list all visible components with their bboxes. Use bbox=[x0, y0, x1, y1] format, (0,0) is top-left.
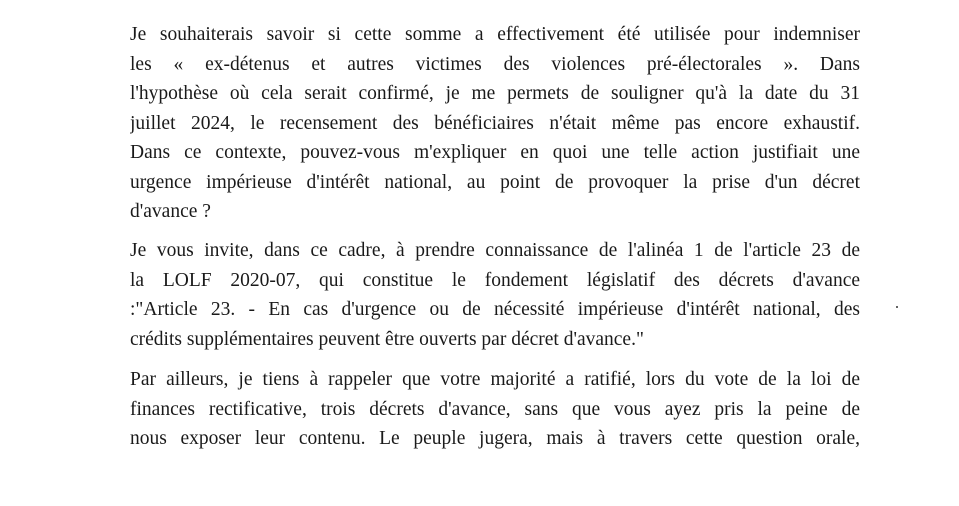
text-line: d'avance ? bbox=[130, 201, 211, 222]
text-line: Par ailleurs, je tiens à rappeler que votre majorité a ratifié, lors du vote de la loi de bbox=[130, 369, 860, 390]
paragraph-decrets-avance bbox=[130, 365, 860, 454]
paragraph-question-indemnisation bbox=[130, 20, 860, 227]
text-line: nous exposer leur contenu. Le peuple jugera, mais à travers cette question orale, bbox=[130, 428, 860, 449]
text-line: la LOLF 2020-07, qui constitue le fondement législatif des décrets d'avance bbox=[130, 269, 860, 291]
text-line: urgence impérieuse d'intérêt national, au point de provoquer la prise d'un décret bbox=[130, 171, 860, 193]
text-line: l'hypothèse où cela serait confirmé, je me permets de souligner qu'à la date du 31 bbox=[130, 83, 860, 104]
scan-speck bbox=[896, 306, 898, 308]
text-line: Dans ce contexte, pouvez-vous m'expliquer en quoi une telle action justifiait une bbox=[130, 142, 860, 163]
text-line: les « ex-détenus et autres victimes des violences pré-électorales ». Dans bbox=[130, 53, 860, 75]
text-line: crédits supplémentaires peuvent être ouverts par décret d'avance." bbox=[130, 328, 644, 350]
paragraph-article-23 bbox=[130, 236, 860, 354]
text-line: juillet 2024, le recensement des bénéficiaires n'était même pas encore exhaustif. bbox=[130, 112, 860, 134]
text-line: :"Article 23. - En cas d'urgence ou de nécessité impérieuse d'intérêt national, des bbox=[130, 299, 860, 320]
text-line: finances rectificative, trois décrets d'avance, sans que vous ayez pris la peine de bbox=[130, 398, 860, 420]
text-line: Je vous invite, dans ce cadre, à prendre connaissance de l'alinéa 1 de l'article 23 de bbox=[130, 240, 860, 261]
text-line: Je souhaiterais savoir si cette somme a effectivement été utilisée pour indemniser bbox=[130, 24, 860, 45]
